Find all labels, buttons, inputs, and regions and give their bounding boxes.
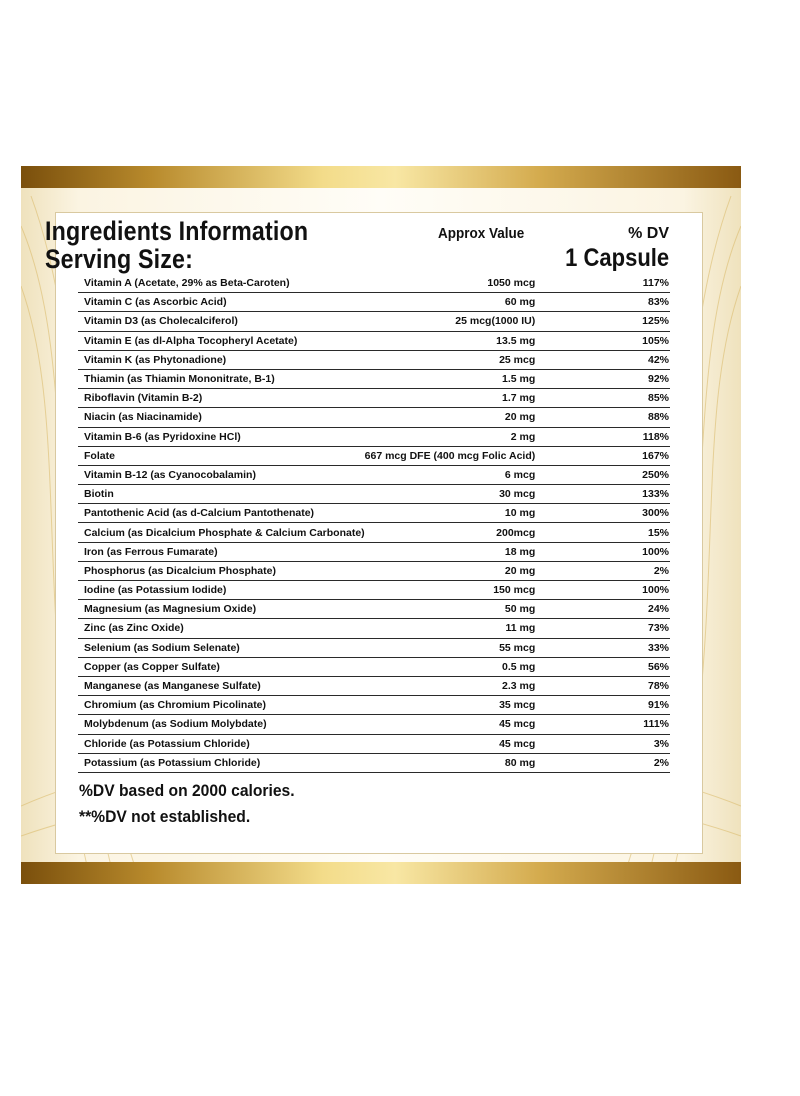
nutrient-name: Molybdenum (as Sodium Molybdate) [78, 715, 365, 734]
nutrient-dv: 111% [535, 715, 670, 734]
nutrient-dv: 167% [535, 446, 670, 465]
nutrient-dv: 78% [535, 676, 670, 695]
nutrient-amount: 150 mcg [365, 581, 536, 600]
nutrient-dv: 91% [535, 696, 670, 715]
gold-band-top [21, 166, 741, 188]
nutrient-amount: 13.5 mg [365, 331, 536, 350]
table-row [78, 369, 670, 388]
nutrient-name: Iodine (as Potassium Iodide) [78, 581, 365, 600]
nutrient-dv: 100% [535, 581, 670, 600]
table-row [78, 715, 670, 734]
nutrient-table-body [78, 274, 670, 772]
nutrient-amount: 30 mcg [365, 485, 536, 504]
nutrient-name: Selenium (as Sodium Selenate) [78, 638, 365, 657]
nutrient-amount: 200mcg [365, 523, 536, 542]
nutrient-dv: 85% [535, 389, 670, 408]
nutrient-name: Zinc (as Zinc Oxide) [78, 619, 365, 638]
nutrient-table [78, 274, 670, 773]
nutrient-name: Vitamin B-6 (as Pyridoxine HCl) [78, 427, 365, 446]
nutrient-name: Pantothenic Acid (as d-Calcium Pantothenate) [78, 504, 365, 523]
nutrient-name: Thiamin (as Thiamin Mononitrate, B-1) [78, 369, 365, 388]
nutrient-amount: 10 mg [365, 504, 536, 523]
nutrient-name: Vitamin C (as Ascorbic Acid) [78, 293, 365, 312]
nutrient-amount: 20 mg [365, 408, 536, 427]
dv-header: % DV [628, 225, 669, 242]
nutrient-name: Niacin (as Niacinamide) [78, 408, 365, 427]
nutrient-name: Phosphorus (as Dicalcium Phosphate) [78, 561, 365, 580]
nutrient-dv: 300% [535, 504, 670, 523]
nutrient-name: Potassium (as Potassium Chloride) [78, 753, 365, 772]
nutrient-name: Chloride (as Potassium Chloride) [78, 734, 365, 753]
table-row [78, 581, 670, 600]
nutrient-amount: 45 mcg [365, 734, 536, 753]
nutrient-name: Magnesium (as Magnesium Oxide) [78, 600, 365, 619]
nutrient-amount: 25 mcg [365, 350, 536, 369]
table-row [78, 274, 670, 293]
table-row [78, 389, 670, 408]
nutrient-dv: 88% [535, 408, 670, 427]
nutrient-dv: 3% [535, 734, 670, 753]
nutrient-dv: 92% [535, 369, 670, 388]
nutrient-amount: 11 mg [365, 619, 536, 638]
table-row [78, 638, 670, 657]
table-row [78, 619, 670, 638]
table-row [78, 753, 670, 772]
nutrient-amount: 667 mcg DFE (400 mcg Folic Acid) [365, 446, 536, 465]
table-row [78, 446, 670, 465]
nutrient-dv: 73% [535, 619, 670, 638]
nutrient-dv: 24% [535, 600, 670, 619]
table-row [78, 427, 670, 446]
nutrient-dv: 250% [535, 465, 670, 484]
nutrient-dv: 42% [535, 350, 670, 369]
nutrient-amount: 1.5 mg [365, 369, 536, 388]
nutrient-amount: 2.3 mg [365, 676, 536, 695]
nutrient-amount: 20 mg [365, 561, 536, 580]
nutrient-amount: 6 mcg [365, 465, 536, 484]
nutrient-dv: 33% [535, 638, 670, 657]
table-row [78, 331, 670, 350]
table-row [78, 350, 670, 369]
table-row [78, 485, 670, 504]
nutrient-dv: 125% [535, 312, 670, 331]
nutrient-amount: 35 mcg [365, 696, 536, 715]
nutrient-name: Vitamin D3 (as Cholecalciferol) [78, 312, 365, 331]
nutrient-dv: 2% [535, 561, 670, 580]
nutrient-amount: 0.5 mg [365, 657, 536, 676]
nutrient-name: Copper (as Copper Sulfate) [78, 657, 365, 676]
table-row [78, 676, 670, 695]
nutrient-amount: 2 mg [365, 427, 536, 446]
nutrient-amount: 60 mg [365, 293, 536, 312]
nutrient-name: Chromium (as Chromium Picolinate) [78, 696, 365, 715]
nutrient-dv: 100% [535, 542, 670, 561]
nutrient-dv: 118% [535, 427, 670, 446]
table-row [78, 504, 670, 523]
table-row [78, 465, 670, 484]
nutrient-amount: 25 mcg(1000 IU) [365, 312, 536, 331]
footnote-not-established: **%DV not established. [79, 807, 251, 826]
nutrient-name: Iron (as Ferrous Fumarate) [78, 542, 365, 561]
gold-band-bottom [21, 862, 741, 884]
nutrient-amount: 1050 mcg [365, 274, 536, 293]
nutrient-amount: 18 mg [365, 542, 536, 561]
nutrient-name: Riboflavin (Vitamin B-2) [78, 389, 365, 408]
serving-size-value: 1 Capsule [565, 244, 669, 272]
nutrient-dv: 133% [535, 485, 670, 504]
nutrient-name: Vitamin E (as dl-Alpha Tocopheryl Acetate) [78, 331, 365, 350]
table-row [78, 561, 670, 580]
table-row [78, 312, 670, 331]
nutrient-name: Calcium (as Dicalcium Phosphate & Calcium Carbonate) [78, 523, 365, 542]
footnote-calories: %DV based on 2000 calories. [79, 781, 295, 800]
table-row [78, 293, 670, 312]
nutrient-dv: 83% [535, 293, 670, 312]
table-row [78, 542, 670, 561]
nutrient-dv: 2% [535, 753, 670, 772]
nutrient-dv: 15% [535, 523, 670, 542]
nutrient-name: Folate [78, 446, 365, 465]
table-row [78, 696, 670, 715]
nutrient-name: Vitamin A (Acetate, 29% as Beta-Caroten) [78, 274, 365, 293]
nutrient-name: Vitamin K (as Phytonadione) [78, 350, 365, 369]
nutrient-amount: 55 mcg [365, 638, 536, 657]
nutrient-dv: 105% [535, 331, 670, 350]
approx-value-header: Approx Value [438, 225, 525, 242]
nutrient-amount: 80 mg [365, 753, 536, 772]
table-row [78, 734, 670, 753]
nutrient-name: Biotin [78, 485, 365, 504]
nutrient-amount: 1.7 mg [365, 389, 536, 408]
nutrient-dv: 117% [535, 274, 670, 293]
ingredients-title: Ingredients Information [45, 216, 309, 246]
table-row [78, 657, 670, 676]
table-row [78, 600, 670, 619]
nutrient-name: Vitamin B-12 (as Cyanocobalamin) [78, 465, 365, 484]
table-row [78, 408, 670, 427]
nutrient-dv: 56% [535, 657, 670, 676]
nutrient-amount: 45 mcg [365, 715, 536, 734]
nutrient-name: Manganese (as Manganese Sulfate) [78, 676, 365, 695]
serving-size-label: Serving Size: [45, 244, 194, 274]
table-row [78, 523, 670, 542]
nutrient-amount: 50 mg [365, 600, 536, 619]
